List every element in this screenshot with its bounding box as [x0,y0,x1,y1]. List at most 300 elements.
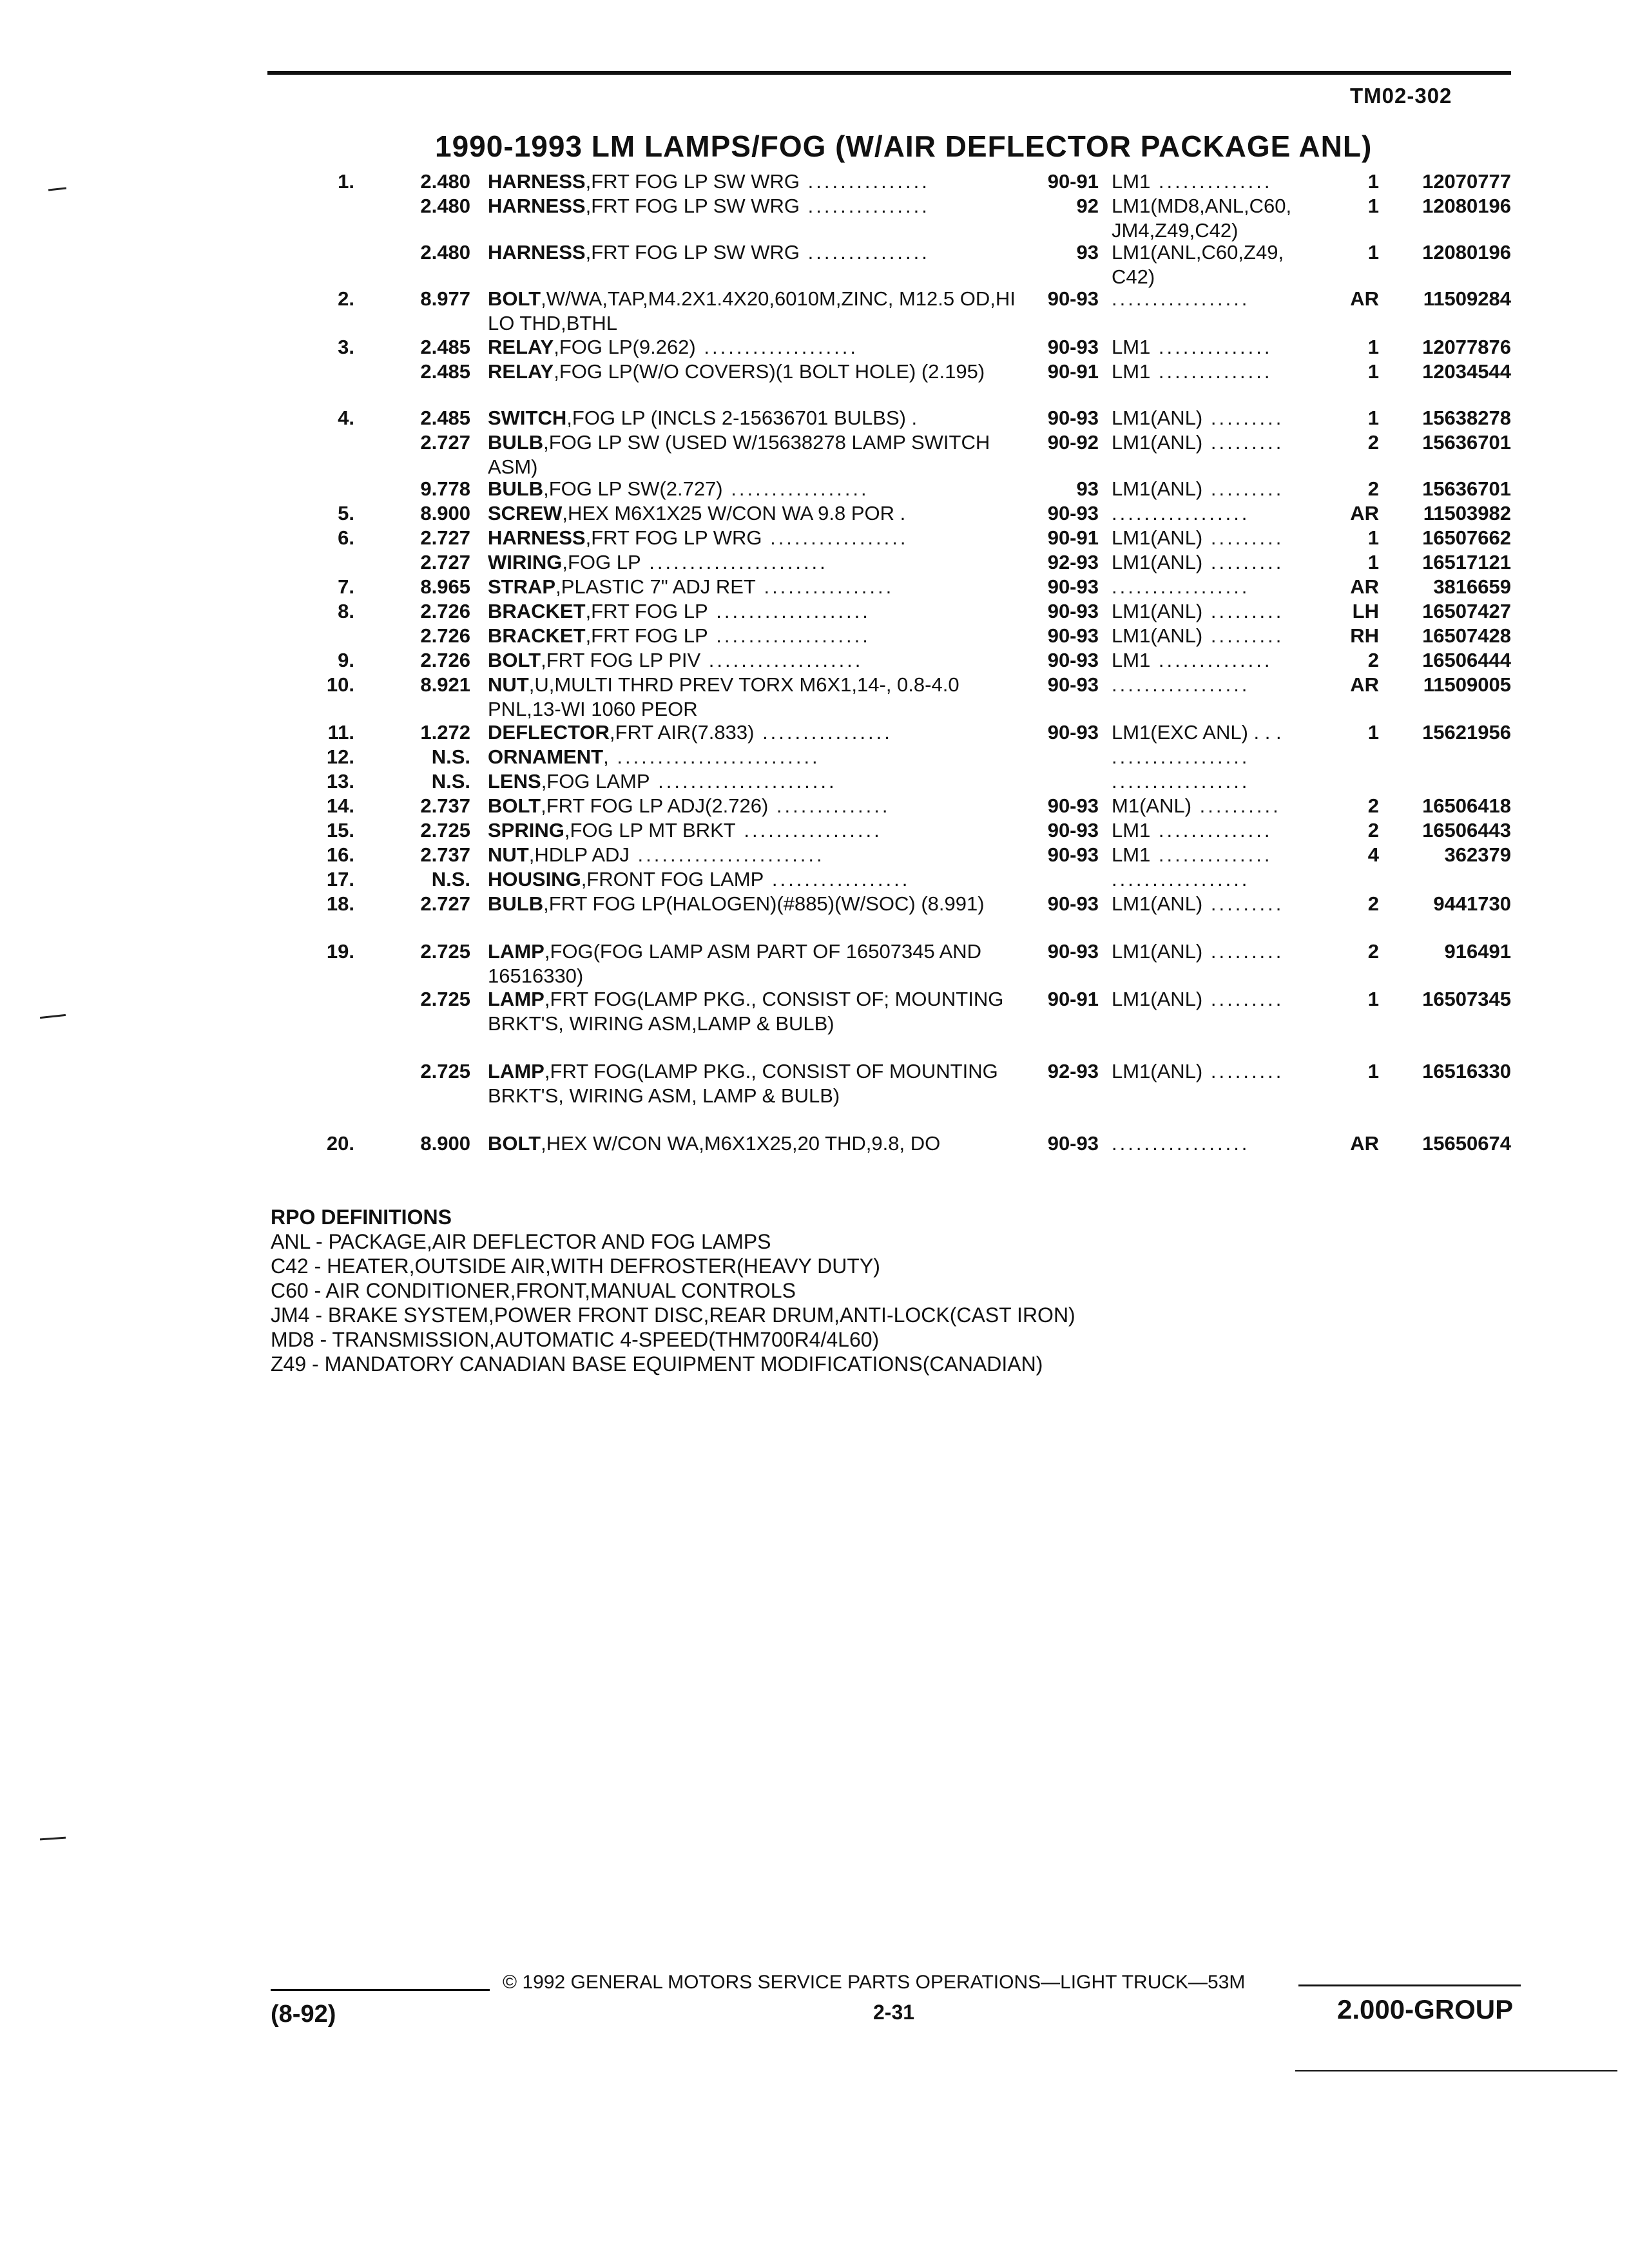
part-name: SPRING [488,819,564,841]
footer-page-number: 2-31 [873,2001,915,2024]
rpo-codes [1112,194,1331,243]
item-index: 15. [326,819,354,841]
leader-dots: .............. [1150,819,1273,841]
rpo-definition: C42 - HEATER,OUTSIDE AIR,WITH DEFROSTER(HEAVY DUTY) [271,1254,880,1278]
part-description [488,406,1016,430]
part-number: 11509284 [1423,287,1511,310]
part-detail: ,FOG LAMP [541,770,650,793]
leader-dots: ......... [1202,477,1284,500]
rpo-text: LM1(EXC ANL) . . . [1112,721,1282,744]
part-description [488,892,1016,916]
group-number: 2.725 [420,1060,470,1082]
part-number: 16507428 [1422,624,1511,647]
part-number: 12080196 [1422,195,1511,217]
item-index: 6. [338,526,354,549]
part-name: LENS [488,770,541,793]
model-years: 90-92 [1047,431,1099,454]
rpo-text: LM1(ANL) [1112,624,1203,647]
part-number: 3816659 [1433,575,1511,598]
group-number: N.S. [431,868,470,890]
part-description [488,194,1016,218]
quantity: 2 [1367,940,1379,963]
rpo-text: LM1(ANL) [1112,600,1203,622]
part-description [488,287,1016,336]
part-name: BULB [488,431,544,454]
group-number: 2.737 [420,794,470,817]
rpo-codes [1112,987,1331,1012]
quantity: 2 [1367,892,1379,915]
rpo-codes [1112,892,1331,916]
rpo-codes [1112,430,1331,455]
part-description [488,794,1016,818]
part-description [488,987,1016,1036]
group-number: 8.900 [420,1132,470,1155]
footer-revision-date: (8-92) [271,2001,336,2028]
rpo-text: LM1(MD8,ANL,C60, JM4,Z49,C42) [1112,195,1292,242]
leader-dots: ......... [1202,892,1284,915]
model-years: 90-93 [1047,649,1099,671]
part-detail: ,HEX W/CON WA,M6X1X25,20 THD,9.8, DO [541,1132,941,1155]
rpo-text: LM1(ANL) [1112,551,1203,573]
model-years: 90-93 [1047,600,1099,622]
leader-dots: .............. [1150,649,1273,671]
rpo-codes [1112,745,1331,769]
rpo-definitions-heading: RPO DEFINITIONS [271,1206,452,1229]
leader-dots: ................. [764,868,911,890]
quantity: 1 [1367,336,1379,358]
part-name: DEFLECTOR [488,721,610,744]
quantity: 1 [1367,241,1379,264]
rpo-text: LM1 [1112,649,1151,671]
leader-dots: ......... [1202,1060,1284,1082]
margin-mark [40,1837,66,1841]
group-number: 2.727 [420,551,470,573]
model-years: 90-93 [1047,819,1099,841]
rpo-text: LM1(ANL) [1112,477,1203,500]
part-detail: ,W/WA,TAP,M4.2X1.4X20,6010M,ZINC, M12.5 OD,HI LO THD,BTHL [488,287,1016,334]
group-number: 8.900 [420,502,470,524]
part-name: HOUSING [488,868,581,890]
rpo-text: LM1(ANL) [1112,526,1203,549]
part-name: SWITCH [488,407,567,429]
leader-dots: ................... [708,624,871,647]
group-number: 2.737 [420,843,470,866]
model-years: 92 [1076,195,1099,217]
part-name: BRACKET [488,624,586,647]
document-code: TM02-302 [1350,84,1452,108]
quantity: 2 [1367,431,1379,454]
rpo-text: LM1(ANL) [1112,940,1203,963]
part-detail: ,FRT FOG LP SW WRG [585,195,800,217]
item-index: 4. [338,407,354,429]
rpo-codes [1112,648,1331,673]
item-index: 12. [326,745,354,768]
part-description [488,575,1016,599]
model-years: 93 [1076,241,1099,264]
margin-mark [48,187,66,191]
part-name: BOLT [488,1132,541,1155]
rpo-codes [1112,169,1331,194]
item-index: 20. [326,1132,354,1155]
part-description [488,939,1016,988]
group-number: 2.726 [420,649,470,671]
part-detail: ,FRONT FOG LAMP [581,868,764,890]
part-description [488,1059,1016,1108]
model-years: 90-93 [1047,624,1099,647]
rpo-codes [1112,287,1331,311]
model-years: 90-93 [1047,502,1099,524]
item-index: 11. [327,721,354,744]
leader-dots: ....................... [629,843,825,866]
part-description [488,648,1016,673]
leader-dots: ................ [754,721,892,744]
part-description [488,526,1016,550]
model-years: 90-93 [1047,892,1099,915]
rpo-codes [1112,843,1331,867]
part-name: HARNESS [488,195,586,217]
rpo-text: LM1 [1112,819,1151,841]
rpo-text: LM1(ANL) [1112,1060,1203,1082]
leader-dots: .............. [1150,360,1273,383]
model-years: 90-93 [1047,794,1099,817]
part-number: 16517121 [1422,551,1511,573]
leader-dots: ................. [1112,287,1250,310]
rpo-definition: MD8 - TRANSMISSION,AUTOMATIC 4-SPEED(THM700R4/4L60) [271,1328,880,1351]
group-number: 8.965 [420,575,470,598]
rpo-text: LM1(ANL,C60,Z49, C42) [1112,241,1284,288]
rpo-text: LM1 [1112,336,1151,358]
part-number: 15636701 [1422,431,1511,454]
quantity: 4 [1367,843,1379,866]
part-name: LAMP [488,940,545,963]
rpo-codes [1112,794,1331,818]
part-name: BULB [488,477,544,500]
item-index: 3. [338,336,354,358]
leader-dots: ......... [1202,551,1284,573]
part-detail: ,FOG LP MT BRKT [564,819,736,841]
part-description [488,550,1016,575]
part-number: 15650674 [1422,1132,1511,1155]
rpo-codes [1112,720,1331,745]
item-index: 2. [338,287,354,310]
leader-dots: .............. [1150,336,1273,358]
quantity: 1 [1367,988,1379,1010]
leader-dots: ...................... [641,551,828,573]
rpo-codes [1112,526,1331,550]
group-number: 2.480 [420,170,470,193]
leader-dots: ................. [1112,673,1250,696]
part-detail: ,FOG LP(W/O COVERS)(1 BOLT HOLE) (2.195) [554,360,985,383]
part-number: 15636701 [1422,477,1511,500]
leader-dots: ................... [708,600,871,622]
group-number: 2.727 [420,892,470,915]
part-detail: ,FRT FOG LP SW WRG [585,241,800,264]
part-number: 16507427 [1422,600,1511,622]
rpo-codes [1112,335,1331,360]
quantity: AR [1350,287,1379,310]
leader-dots: ................. [1112,745,1250,768]
rpo-codes [1112,1131,1331,1156]
rpo-text: LM1(ANL) [1112,407,1203,429]
part-detail: ,FOG LP SW(2.727) [543,477,723,500]
model-years: 90-93 [1047,721,1099,744]
part-description [488,430,1016,479]
part-detail: ,FRT FOG LP ADJ(2.726) [541,794,769,817]
leader-dots: ......... [1202,431,1284,454]
rpo-codes [1112,769,1331,794]
footer-copyright: © 1992 GENERAL MOTORS SERVICE PARTS OPERATIONS—LIGHT TRUCK—53M [503,1972,1246,1993]
rpo-codes [1112,360,1331,384]
part-number: 16506443 [1422,819,1511,841]
part-detail: ,FRT FOG(LAMP PKG., CONSIST OF; MOUNTING BRKT'S, WIRING ASM,LAMP & BULB) [488,988,1004,1035]
group-number: 2.725 [420,940,470,963]
rpo-codes [1112,1059,1331,1084]
quantity: 2 [1367,649,1379,671]
part-number: 9441730 [1433,892,1511,915]
part-number: 12070777 [1422,170,1511,193]
part-name: STRAP [488,575,556,598]
rpo-codes [1112,939,1331,964]
part-number: 16506444 [1422,649,1511,671]
group-number: 2.485 [420,336,470,358]
leader-dots: ................. [1112,502,1250,524]
model-years: 90-93 [1047,575,1099,598]
item-index: 14. [326,794,354,817]
part-description [488,1131,1016,1156]
leader-dots: ................. [1112,868,1250,890]
part-description [488,477,1016,501]
part-name: HARNESS [488,526,586,549]
leader-dots: ...................... [650,770,837,793]
part-description [488,769,1016,794]
item-index: 7. [338,575,354,598]
part-number: 12077876 [1422,336,1511,358]
part-detail: ,HDLP ADJ [528,843,630,866]
item-index: 16. [326,843,354,866]
model-years: 90-93 [1047,407,1099,429]
quantity: AR [1350,502,1379,524]
rpo-codes [1112,501,1331,526]
leader-dots: ................. [735,819,882,841]
quantity: 1 [1367,360,1379,383]
group-number: 2.480 [420,241,470,264]
group-number: 2.726 [420,624,470,647]
quantity: AR [1350,575,1379,598]
part-number: 15621956 [1422,721,1511,744]
item-index: 19. [326,940,354,963]
leader-dots: .............. [768,794,891,817]
leader-dots: ............... [800,195,930,217]
rpo-text: LM1 [1112,843,1151,866]
leader-dots: ................ [755,575,894,598]
part-detail: ,U,MULTI THRD PREV TORX M6X1,14-, 0.8-4.0 PNL,13-WI 1060 PEOR [488,673,959,720]
model-years: 90-93 [1047,336,1099,358]
leader-dots: ......................... [608,745,820,768]
item-index: 1. [338,170,354,193]
part-detail: ,FRT FOG LP SW WRG [585,170,800,193]
part-description [488,867,1016,892]
rpo-codes [1112,550,1331,575]
group-number: 2.727 [420,431,470,454]
leader-dots: ......... [1202,526,1284,549]
group-number: N.S. [431,770,470,793]
quantity: 1 [1367,1060,1379,1082]
rpo-definition: Z49 - MANDATORY CANADIAN BASE EQUIPMENT MODIFICATIONS(CANADIAN) [271,1352,1043,1376]
part-name: BOLT [488,649,541,671]
leader-dots: ......... [1202,988,1284,1010]
model-years: 90-93 [1047,287,1099,310]
part-number: 11509005 [1423,673,1511,696]
quantity: 1 [1367,526,1379,549]
rpo-text: LM1 [1112,170,1151,193]
part-name: LAMP [488,1060,545,1082]
part-description [488,335,1016,360]
part-description [488,673,1016,722]
part-number: 15638278 [1422,407,1511,429]
leader-dots: ......... [1202,624,1284,647]
part-number: 16506418 [1422,794,1511,817]
part-name: WIRING [488,551,563,573]
quantity: RH [1350,624,1379,647]
leader-dots: .............. [1150,843,1273,866]
part-name: RELAY [488,360,554,383]
leader-dots: ................. [722,477,869,500]
group-number: 2.725 [420,988,470,1010]
leader-dots: ................... [700,649,863,671]
part-name: HARNESS [488,170,586,193]
rpo-codes [1112,575,1331,599]
leader-dots: ................. [1112,575,1250,598]
part-description [488,240,1016,265]
group-number: 2.485 [420,360,470,383]
part-detail: ,FRT AIR(7.833) [609,721,755,744]
rpo-codes [1112,624,1331,648]
part-detail: ,PLASTIC 7" ADJ RET [555,575,756,598]
part-description [488,818,1016,843]
group-number: 8.921 [420,673,470,696]
quantity: 1 [1367,721,1379,744]
rpo-text: LM1 [1112,360,1151,383]
group-number: 1.272 [420,721,470,744]
part-detail: ,HEX M6X1X25 W/CON WA 9.8 POR . [562,502,906,524]
model-years: 92-93 [1047,1060,1099,1082]
part-description [488,169,1016,194]
quantity: AR [1350,1132,1379,1155]
part-name: BOLT [488,287,541,310]
model-years: 90-93 [1047,940,1099,963]
part-name: BRACKET [488,600,586,622]
footer-rule-right [1298,1984,1521,1986]
quantity: 2 [1367,477,1379,500]
part-number: 362379 [1444,843,1511,866]
rpo-text: LM1(ANL) [1112,892,1203,915]
group-number: 2.485 [420,407,470,429]
leader-dots: .............. [1150,170,1273,193]
rpo-codes [1112,599,1331,624]
part-description [488,745,1016,769]
part-name: LAMP [488,988,545,1010]
part-number: 16507662 [1422,526,1511,549]
quantity: 1 [1367,195,1379,217]
item-index: 9. [338,649,354,671]
part-number: 16507345 [1422,988,1511,1010]
group-number: 2.727 [420,526,470,549]
model-years: 90-93 [1047,673,1099,696]
group-number: 2.480 [420,195,470,217]
rpo-text: M1(ANL) [1112,794,1192,817]
part-detail: ,FOG LP(9.262) [554,336,696,358]
model-years: 90-93 [1047,1132,1099,1155]
rpo-codes [1112,406,1331,430]
group-number: 9.778 [420,477,470,500]
group-number: 2.725 [420,819,470,841]
part-detail: ,FRT FOG LP WRG [585,526,762,549]
bottom-rule [1295,2070,1617,2071]
leader-dots: ............... [800,170,930,193]
part-name: BOLT [488,794,541,817]
footer-rule-left [271,1989,490,1991]
item-index: 17. [326,868,354,890]
part-detail: , [603,745,609,768]
rpo-text: LM1(ANL) [1112,988,1203,1010]
leader-dots: ......... [1202,940,1284,963]
model-years: 90-93 [1047,843,1099,866]
part-number: 12034544 [1422,360,1511,383]
item-index: 8. [338,600,354,622]
leader-dots: ............... [800,241,930,264]
part-detail: ,FOG LP SW (USED W/15638278 LAMP SWITCH ASM) [488,431,990,478]
leader-dots: .......... [1191,794,1281,817]
rpo-definitions [271,1205,1075,1376]
part-name: HARNESS [488,241,586,264]
part-detail: ,FRT FOG LP PIV [541,649,701,671]
part-number: 11503982 [1423,502,1511,524]
rpo-codes [1112,818,1331,843]
rpo-codes [1112,240,1331,289]
part-detail: ,FRT FOG LP(HALOGEN)(#885)(W/SOC) (8.991) [543,892,985,915]
model-years: 90-91 [1047,360,1099,383]
part-name: BULB [488,892,544,915]
part-detail: ,FRT FOG(LAMP PKG., CONSIST OF MOUNTING BRKT'S, WIRING ASM, LAMP & BULB) [488,1060,998,1107]
part-name: NUT [488,843,529,866]
part-description [488,624,1016,648]
part-name: SCREW [488,502,563,524]
rpo-codes [1112,673,1331,697]
top-rule [267,71,1511,75]
leader-dots: ................. [762,526,909,549]
quantity: 2 [1367,794,1379,817]
model-years: 90-91 [1047,988,1099,1010]
part-name: RELAY [488,336,554,358]
quantity: 1 [1367,170,1379,193]
leader-dots: ................. [1112,1132,1250,1155]
group-number: 8.977 [420,287,470,310]
rpo-codes [1112,867,1331,892]
group-number: 2.726 [420,600,470,622]
model-years: 92-93 [1047,551,1099,573]
quantity: 1 [1367,551,1379,573]
item-index: 10. [326,673,354,696]
quantity: 1 [1367,407,1379,429]
rpo-definition: ANL - PACKAGE,AIR DEFLECTOR AND FOG LAMPS [271,1230,771,1253]
model-years: 90-91 [1047,526,1099,549]
part-name: ORNAMENT [488,745,604,768]
part-description [488,720,1016,745]
rpo-text: LM1(ANL) [1112,431,1203,454]
part-description [488,599,1016,624]
part-number: 16516330 [1422,1060,1511,1082]
rpo-definition: C60 - AIR CONDITIONER,FRONT,MANUAL CONTROLS [271,1279,796,1302]
